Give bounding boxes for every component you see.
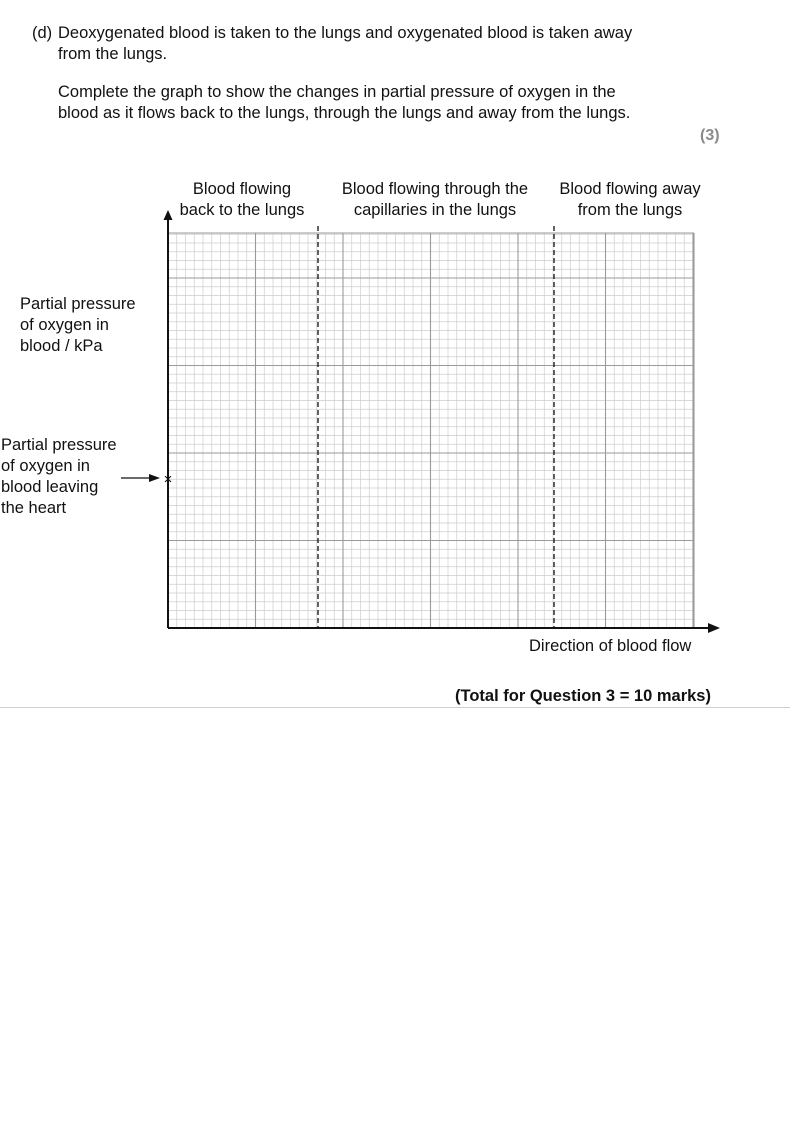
column-header-line: capillaries in the lungs (353, 201, 517, 219)
y-axis-arrowhead (164, 210, 173, 220)
question-instruction-line-2: blood as it flows back to the lungs, through the lungs and away from the lungs. (58, 104, 631, 122)
question-stem-line-1: Deoxygenated blood is taken to the lungs and oxygenated blood is taken away (58, 24, 633, 42)
column-header-line: back to the lungs (179, 201, 305, 219)
start-point-label-line: blood leaving (1, 478, 99, 496)
x-axis-label: Direction of blood flow (529, 637, 692, 655)
start-point-marker: × (163, 471, 173, 488)
start-pointer-arrowhead (149, 474, 160, 482)
y-axis-label-line: blood / kPa (20, 337, 103, 355)
y-axis-label-line: of oxygen in (20, 316, 109, 334)
column-header-line: Blood flowing (192, 180, 292, 198)
y-axis-label-line: Partial pressure (20, 295, 136, 313)
start-point-label-line: Partial pressure (1, 436, 117, 454)
start-point-label-line: the heart (1, 499, 67, 517)
question-part-label: (d) (32, 24, 53, 42)
section-divider-rule (0, 707, 790, 708)
column-header-line: Blood flowing through the (341, 180, 529, 198)
question-instruction-line-1: Complete the graph to show the changes in partial pressure of oxygen in the (58, 83, 616, 101)
column-header-line: Blood flowing away (559, 180, 701, 198)
question-total: (Total for Question 3 = 10 marks) (455, 687, 711, 705)
question-stem-line-2: from the lungs. (58, 45, 168, 63)
marks-available: (3) (700, 127, 720, 144)
start-point-label-line: of oxygen in (1, 457, 90, 475)
x-axis-arrowhead (708, 623, 720, 633)
column-header-line: from the lungs (577, 201, 683, 219)
